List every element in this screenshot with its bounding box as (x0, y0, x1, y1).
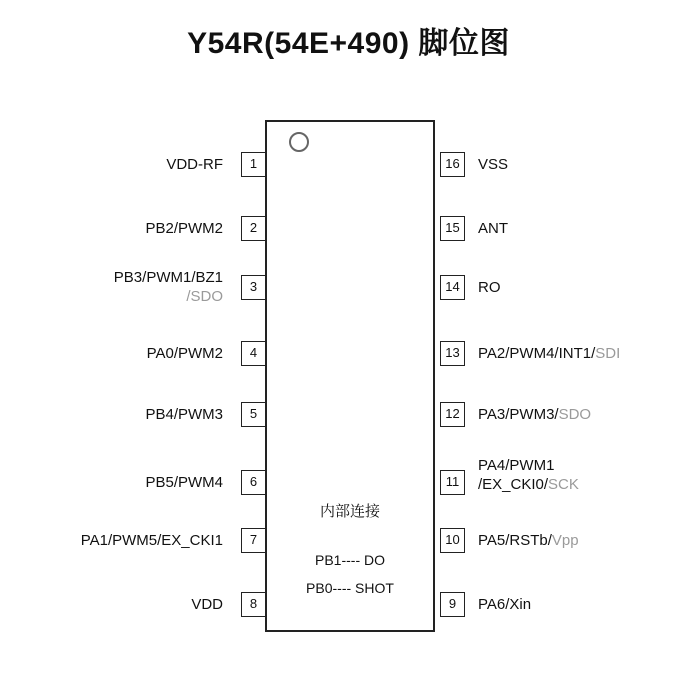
pin-label-text: PA5/RSTb/ (478, 532, 552, 549)
pin1-notch-icon (289, 132, 309, 152)
pin-label-text: ANT (478, 220, 508, 237)
pin-label-text: VDD-RF (166, 156, 223, 173)
pin-number-5: 5 (241, 402, 266, 427)
pin-number-14: 14 (440, 275, 465, 300)
internal-connection-line: PB1---- DO (315, 552, 385, 568)
pin-label-12 (478, 405, 591, 424)
pin-label-alt-text: Vpp (551, 532, 579, 549)
pin-label-7 (81, 531, 223, 550)
pin-label-text: PB3/PWM1/BZ1 (113, 269, 223, 286)
pin-number-7: 7 (241, 528, 266, 553)
pin-number-8: 8 (241, 592, 266, 617)
pin-label-10 (478, 531, 579, 550)
pin-number-11: 11 (440, 470, 465, 495)
pin-label-alt-text: SCK (548, 476, 579, 493)
pin-label-text: PB5/PWM4 (145, 474, 223, 491)
pin-label-text: RO (478, 279, 501, 296)
pin-number-13: 13 (440, 341, 465, 366)
pin-label-8 (191, 595, 223, 614)
pin-label-text: PA1/PWM5/EX_CKI1 (80, 532, 223, 549)
pin-number-12: 12 (440, 402, 465, 427)
pin-label-text: PA4/PWM1 (478, 457, 555, 474)
pin-number-6: 6 (241, 470, 266, 495)
pin-number-1: 1 (241, 152, 266, 177)
pin-label-5 (145, 405, 223, 424)
page-title: Y54R(54E+490) 脚位图 (187, 27, 510, 60)
pin-label-3 (114, 268, 223, 306)
pin-label-6 (145, 473, 223, 492)
pin-label-text: PA0/PWM2 (146, 345, 223, 362)
pin-label-text: PA2/PWM4/INT1/ (478, 345, 596, 362)
pin-number-16: 16 (440, 152, 465, 177)
pin-label-text: PB4/PWM3 (145, 406, 223, 423)
internal-connection-list (265, 546, 435, 602)
pin-label-text: PB2/PWM2 (145, 220, 223, 237)
internal-connection-label: 内部连接 (319, 503, 380, 520)
pin-label-alt-text: /SDO (186, 288, 223, 305)
pin-label-9 (478, 595, 531, 614)
pin-label-16 (478, 155, 508, 174)
pin-label-text: VSS (478, 156, 509, 173)
pin-label-1 (166, 155, 223, 174)
pin-label-14 (478, 278, 501, 297)
pin-number-15: 15 (440, 216, 465, 241)
pin-number-2: 2 (241, 216, 266, 241)
pin-number-10: 10 (440, 528, 465, 553)
pin-number-9: 9 (440, 592, 465, 617)
internal-connection-line: PB0---- SHOT (306, 580, 394, 596)
pin-label-alt-text: SDO (558, 406, 592, 423)
pin-label-2 (145, 219, 223, 238)
pin-label-text: PA6/Xin (478, 596, 532, 613)
pin-label-text: VDD (191, 596, 223, 613)
pin-number-3: 3 (241, 275, 266, 300)
pin-label-11 (478, 456, 579, 494)
pin-label-4 (147, 344, 223, 363)
pin-label-text: PA3/PWM3/ (478, 406, 559, 423)
pin-label-13 (478, 344, 620, 363)
pin-label-text-2: /EX_CKI0/ (478, 476, 549, 493)
pin-number-4: 4 (241, 341, 266, 366)
pin-label-alt-text: SDI (595, 345, 621, 362)
pin-label-15 (478, 219, 508, 238)
